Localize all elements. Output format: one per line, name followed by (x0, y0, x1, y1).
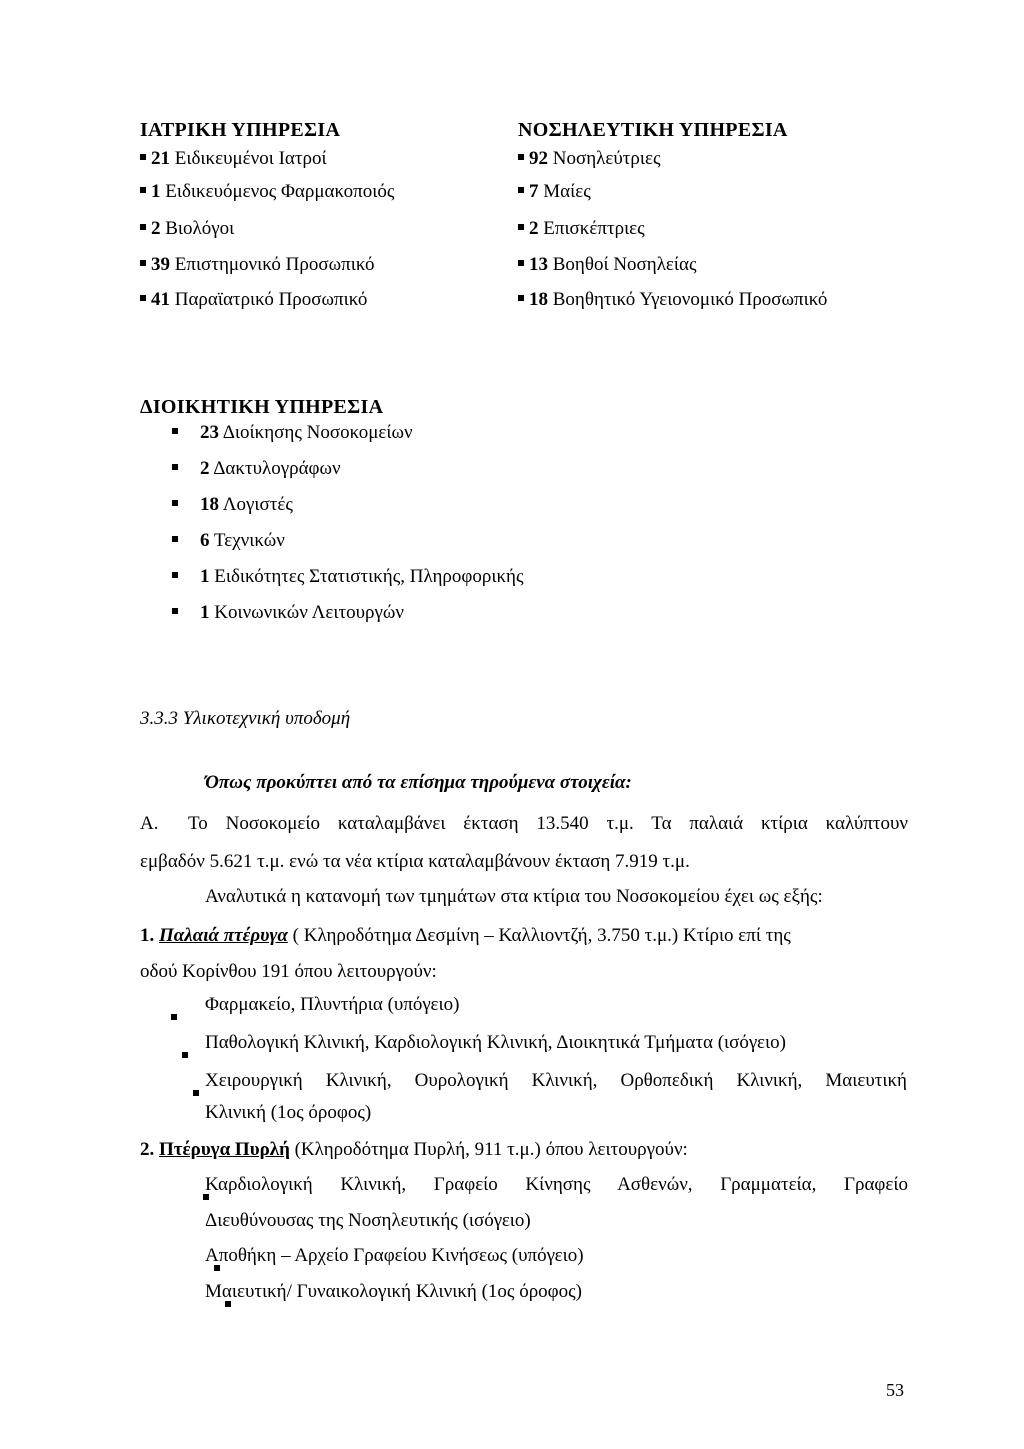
bullet-square-icon (172, 428, 178, 434)
wing1-item: Χειρουργική Κλινική, Ουρολογική Κλινική, Ορθοπεδική Κλινική, Μαιευτική (205, 1070, 907, 1091)
section-heading: 3.3.3 Υλικοτεχνική υποδομή (140, 708, 351, 729)
bullet-square-icon (518, 260, 524, 266)
wing1-item: Φαρμακείο, Πλυντήρια (υπόγειο) (205, 994, 460, 1015)
nursing-item: 13 Βοηθοί Νοσηλείας (518, 250, 697, 280)
wing2-item: Καρδιολογική Κλινική, Γραφείο Κίνησης Ασθενών, Γραμματεία, Γραφείο (205, 1174, 908, 1195)
medical-item: 2 Βιολόγοι (140, 214, 234, 244)
bullet-square-icon (172, 572, 178, 578)
wing1-name: Παλαιά πτέρυγα (159, 925, 288, 946)
bullet-square-icon (172, 608, 178, 614)
nursing-service-title: ΝΟΣΗΛΕΥΤΙΚΗ ΥΠΗΡΕΣΙΑ (518, 119, 788, 141)
wing1-line: 1. Παλαιά πτέρυγα ( Κληροδότημα Δεσμίνη – Καλλιοντζή, 3.750 τ.μ.) Κτίριο επί της (140, 925, 791, 946)
paragraph-a-line: Αναλυτικά η κατανομή των τμημάτων στα κτίρια του Νοσοκομείου έχει ως εξής: (205, 886, 823, 907)
nursing-item: 2 Επισκέπτριες (518, 214, 645, 244)
admin-item: 1 Ειδικότητες Στατιστικής, Πληροφορικής (172, 562, 524, 592)
wing1-line: οδού Κορίνθου 191 όπου λειτουργούν: (140, 961, 437, 982)
bullet-square-icon (140, 224, 146, 230)
nursing-item: 18 Βοηθητικό Υγειονομικό Προσωπικό (518, 285, 827, 315)
bullet-square-icon (172, 536, 178, 542)
wing2-item: Αποθήκη – Αρχείο Γραφείου Κινήσεως (υπόγειο) (205, 1245, 584, 1266)
wing1-item: Παθολογική Κλινική, Καρδιολογική Κλινική, Διοικητικά Τμήματα (ισόγειο) (205, 1032, 786, 1053)
admin-item: 1 Κοινωνικών Λειτουργών (172, 598, 404, 628)
wing2-line: 2. Πτέρυγα Πυρλή (Κληροδότημα Πυρλή, 911 τ.μ.) όπου λειτουργούν: (140, 1139, 688, 1160)
admin-item: 23 Διοίκησης Νοσοκομείων (172, 418, 413, 448)
intro-text: Όπως προκύπτει από τα επίσημα τηρούμενα στοιχεία: (205, 772, 632, 793)
medical-item: 39 Επιστημονικό Προσωπικό (140, 250, 374, 280)
medical-item: 1 Ειδικευόμενος Φαρμακοποιός (140, 177, 394, 207)
bullet-square-icon (193, 1090, 199, 1096)
bullet-square-icon (518, 295, 524, 301)
bullet-square-icon (518, 224, 524, 230)
bullet-square-icon (171, 1014, 177, 1020)
bullet-square-icon (172, 500, 178, 506)
paragraph-a-line: Το Νοσοκομείο καταλαμβάνει έκταση 13.540 τ.μ. Τα παλαιά κτίρια καλύπτουν (188, 813, 908, 834)
paragraph-a-label: Α. (140, 813, 159, 834)
admin-item: 2 Δακτυλογράφων (172, 454, 341, 484)
medical-service-title: ΙΑΤΡΙΚΗ ΥΠΗΡΕΣΙΑ (140, 119, 341, 141)
paragraph-a-line: εμβαδόν 5.621 τ.μ. ενώ τα νέα κτίρια καταλαμβάνουν έκταση 7.919 τ.μ. (140, 851, 690, 872)
wing2-name: Πτέρυγα Πυρλή (159, 1139, 290, 1160)
admin-item: 6 Τεχνικών (172, 526, 285, 556)
bullet-square-icon (140, 295, 146, 301)
bullet-square-icon (140, 154, 146, 160)
bullet-square-icon (182, 1052, 188, 1058)
bullet-square-icon (518, 154, 524, 160)
page-number: 53 (886, 1380, 904, 1400)
nursing-item: 92 Νοσηλεύτριες (518, 144, 660, 174)
bullet-square-icon (172, 464, 178, 470)
bullet-square-icon (140, 260, 146, 266)
admin-service-title: ΔΙΟΙΚΗΤΙΚΗ ΥΠΗΡΕΣΙΑ (140, 396, 384, 418)
bullet-square-icon (140, 187, 146, 193)
admin-item: 18 Λογιστές (172, 490, 293, 520)
medical-item: 21 Ειδικευμένοι Ιατροί (140, 144, 327, 174)
wing2-item-continued: Διευθύνουσας της Νοσηλευτικής (ισόγειο) (205, 1210, 531, 1231)
wing1-item-continued: Κλινική (1ος όροφος) (205, 1102, 372, 1123)
wing2-item: Μαιευτική/ Γυναικολογική Κλινική (1ος όροφος) (205, 1281, 582, 1302)
medical-item: 41 Παραϊατρικό Προσωπικό (140, 285, 367, 315)
bullet-square-icon (518, 187, 524, 193)
nursing-item: 7 Μαίες (518, 177, 591, 207)
